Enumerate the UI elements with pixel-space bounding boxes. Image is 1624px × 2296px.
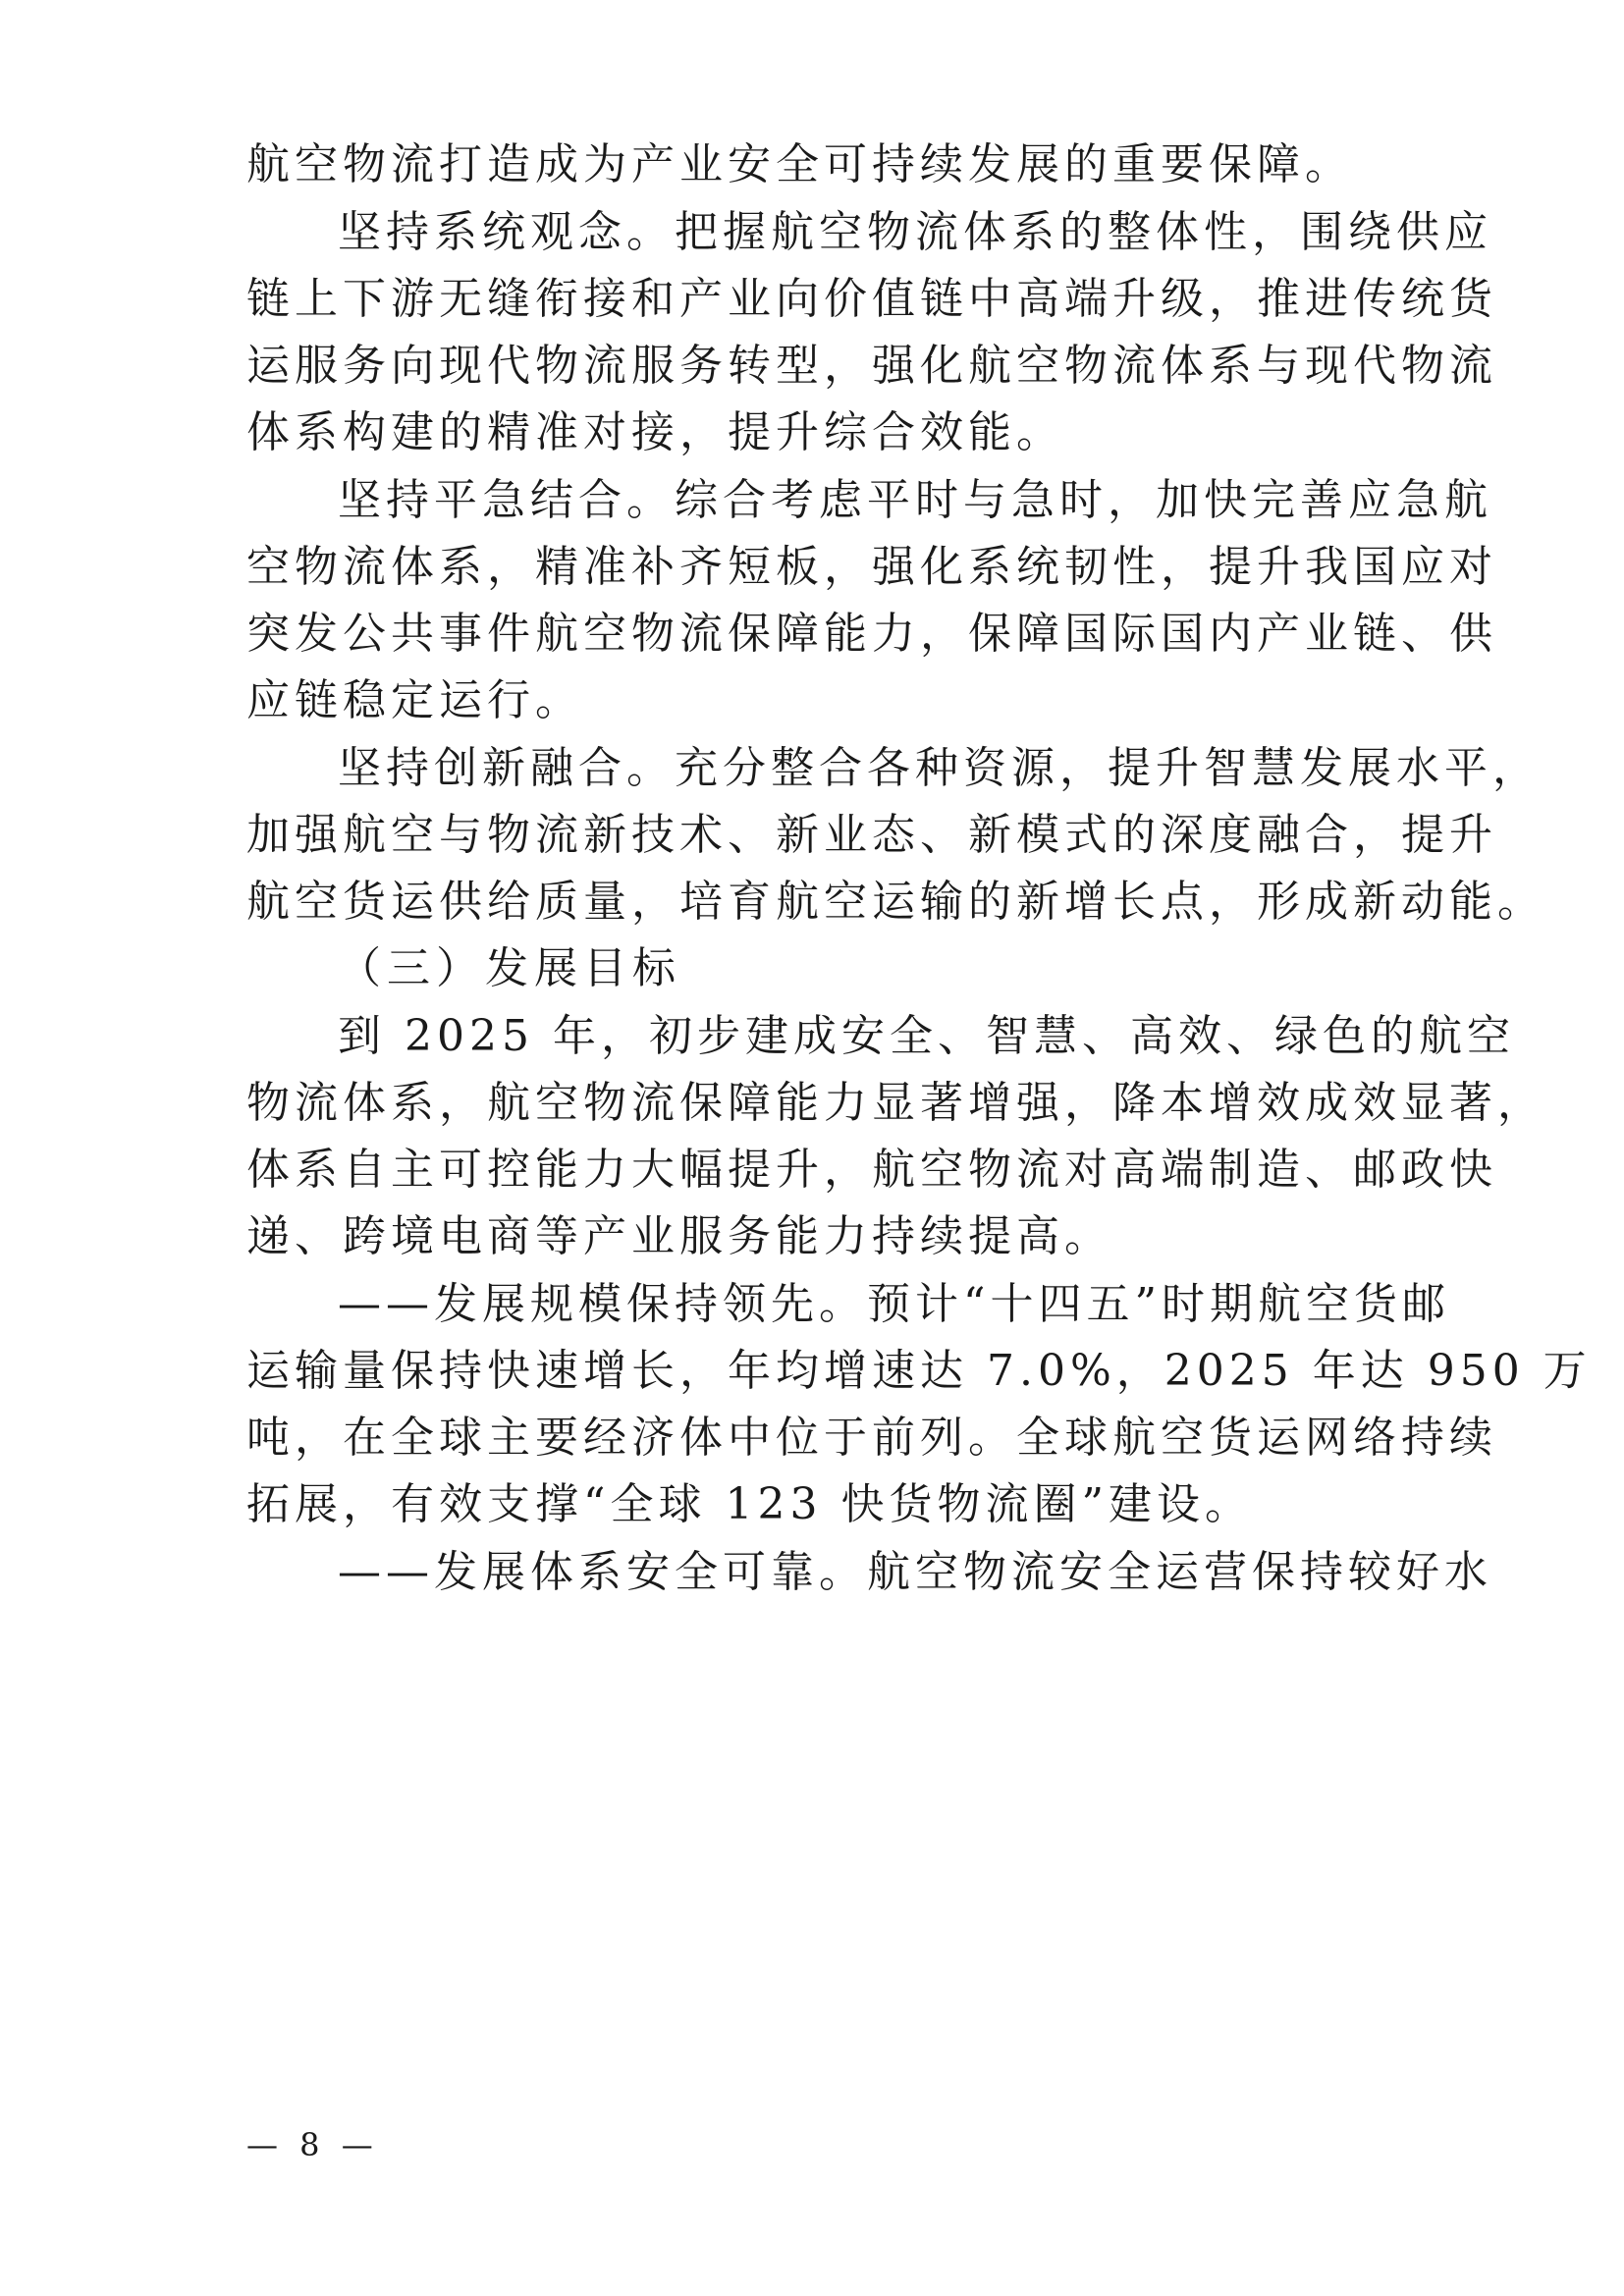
page-number: — 8 — [246,2126,379,2163]
section-heading: （三）发展目标 [338,943,681,993]
text-line: 坚持系统观念。把握航空物流体系的整体性，围绕供应 [338,207,1492,257]
text-line: 航空物流打造成为产业安全可持续发展的重要保障。 [246,139,1353,189]
text-line: 物流体系，航空物流保障能力显著增强，降本增效成效显著， [246,1078,1545,1128]
text-line: 应链稳定运行。 [246,675,583,725]
text-line: 体系自主可控能力大幅提升，航空物流对高端制造、邮政快 [246,1145,1497,1195]
text-line: ——发展体系安全可靠。航空物流安全运营保持较好水 [338,1547,1492,1597]
text-line: 链上下游无缝衔接和产业向价值链中高端升级，推进传统货 [246,274,1497,324]
text-line: 运输量保持快速增长，年均增速达 7.0%，2025 年达 950 万 [246,1346,1592,1396]
text-line: 加强航空与物流新技术、新业态、新模式的深度融合，提升 [246,810,1497,860]
text-line: 坚持创新融合。充分整合各种资源，提升智慧发展水平， [338,743,1541,793]
text-line: 坚持平急结合。综合考虑平时与急时，加快完善应急航 [338,475,1492,525]
text-line: 吨，在全球主要经济体中位于前列。全球航空货运网络持续 [246,1413,1497,1463]
text-line: 到 2025 年，初步建成安全、智慧、高效、绿色的航空 [338,1011,1515,1061]
text-line: 拓展，有效支撑“全球 123 快货物流圈”建设。 [246,1479,1253,1529]
text-line: 体系构建的精准对接，提升综合效能。 [246,407,1064,457]
text-line: 运服务向现代物流服务转型，强化航空物流体系与现代物流 [246,341,1497,391]
text-line: 递、跨境电商等产业服务能力持续提高。 [246,1211,1112,1261]
text-line: ——发展规模保持领先。预计“十四五”时期航空货邮 [338,1279,1450,1329]
text-line: 空物流体系，精准补齐短板，强化系统韧性，提升我国应对 [246,542,1497,592]
text-line: 突发公共事件航空物流保障能力，保障国际国内产业链、供 [246,609,1497,659]
text-line: 航空货运供给质量，培育航空运输的新增长点，形成新动能。 [246,877,1545,927]
